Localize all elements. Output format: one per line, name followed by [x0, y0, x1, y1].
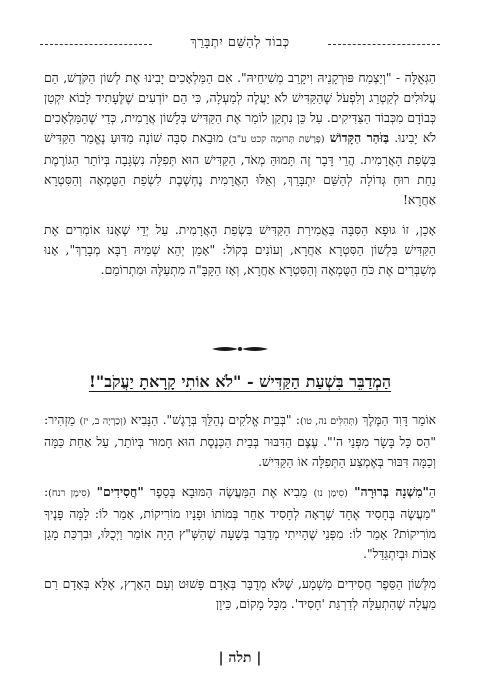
- paragraph-1: [44, 68, 436, 210]
- paragraph-5: [44, 574, 436, 614]
- section-heading: הַמְדַבֵּר בִּשְׁעַת הַקַּדִּישׁ - "לֹא אוֹתִי קָרָאתָ יַעֲקֹב"!: [88, 372, 392, 391]
- running-header: [40, 34, 440, 56]
- paragraph-4-text: מֵבִיא אֶת הַמַּעֲשֶׂה הַמּוּבָא בְּסֵפֶר: [150, 485, 308, 499]
- zohar-reference: בַּזֹּהַר הַקָּדוֹשׁ: [329, 130, 390, 145]
- paragraph-3-text: אוֹמֵר דָּוִד הַמֶּלֶךְ: [362, 413, 436, 427]
- mishna-berura-title: "מִשְׁנָה בְּרוּרָה": [354, 484, 429, 499]
- main-text-upper: [44, 68, 436, 290]
- paragraph-5-text: מִלְּשׁוֹן הַסֵּפֶר חֲסִידִים מַשְׁמָע, שֶׁלֹּא מְדֻבָּר בְּאָדָם פָּשׁוּט וְעַם הָאָרֶץ, אֶלָּא בְּאָדָם רַם מַעֲלָה שֶׁהִתְעַלָּה לְדַרְגַּת 'חָסִיד'. מִכָּל מָקוֹם, כֵּיוָן: [44, 577, 436, 611]
- psalms-source: (תְּהִלִּים נה, טו): [299, 416, 359, 427]
- paragraph-3: [44, 410, 436, 472]
- header-title: כְּבוֹד לְהַשֵּׁם יִתְבָּרֵךְ: [190, 35, 290, 50]
- paragraph-3-continuation: מַזְהִיר: "הַס כָּל בָּשָׂר מִפְּנֵי ה'". עֶצֶם הַדִּבּוּר בְּבֵית הַכְּנֶסֶת הוּא חָמוּר בְּיוֹתֵר, עַל אַחַת כַּמָּה וְכַמָּה דִּבּוּר בְּאֶמְצַע הַתְּפִלָּה אוֹ הַקַּדִּישׁ.: [44, 413, 436, 469]
- sefer-chasidim-title: "חֲסִידִים": [96, 484, 144, 499]
- paragraph-4: [44, 482, 436, 564]
- zechariah-source: (זְכַרְיָה ב, יז): [79, 416, 127, 427]
- paragraph-1-text: הַגְּאֻלָּה - "וְיַצְמַח פּוּרְקָנֵיהּ וִיקָרֵב מְשִׁיחֵיהּ". אִם הַמַּלְאָכִים יָבִינוּ אֶת לְשׁוֹן הַקֹּדֶשׁ, הֵם עֲלוּלִים לְקַטְרֵג וְלִפְעֹל שֶׁהַקַּדִּישׁ לֹא יַעֲלֶה לְמַעְלָה, כִּי הֵם יוֹדְעִים שֶׁלֶּעָתִיד לָבוֹא יִקְטַן כְּבוֹדָם מִכְּבוֹד הַצַּדִּיקִים. עַל כֵּן נִתְקַן לוֹמַר אֶת הַקַּדִּישׁ בְּלָשׁוֹן אֲרָמִית, כְּדֵי שֶׁהַמַּלְאָכִים לֹא יָבִינוּ.: [44, 71, 436, 145]
- paragraph-4-story: : "מַעֲשֶׂה בְּחָסִיד אֶחָד שֶׁרָאָה לְחָסִיד אַחֵר בְּמוֹתוֹ וּפָנָיו מוֹרִיקוֹת, אָמַר לוֹ: לָמָּה פָּנֶיךָ מוֹרִיקוֹת? אָמַר לוֹ: מִפְּנֵי שֶׁהָיִיתִי מְדַבֵּר בְּשָׁעָה שֶׁהַשְּׁ"ץ הָיָה אוֹמֵר וַיְכֻלּוּ, וּבִרְכַּת מָגֵן אָבוֹת וּבְיִתְגַּדַּל".: [44, 485, 436, 561]
- paragraph-2-text: אָכֵן, זוֹ גּוּפָא הַסִּבָּה בַּאֲמִירַת הַקַּדִּישׁ בִּשְׂפַת הָאֲרָמִית. עַל יְדֵי שֶׁאָנוּ אוֹמְרִים אֶת הַקַּדִּישׁ בִּלְשׁוֹן הַסִּטְרָא אַחֲרָא, וְעוֹנִים בְּקוֹל: "אָמֵן יְהֵא שְׁמֵיהּ רַבָּא מְבָרַךְ", אָנוּ מְשַׁבְּרִים אֶת כֹּחַ הַטֻּמְאָה וְהַסִּטְרָא אַחֲרָא, וְאָז הַקָּבָּ"ה מִתְעַלֶּה וּמִתְרוֹמֵם.: [44, 223, 436, 277]
- paragraph-1-continuation: מוּבֵאת סִבָּה שׁוֹנָה מַדּוּעַ נֶאֱמַר הַקַּדִּישׁ בִּשְׂפַת הָאֲרָמִית. הֲרֵי דָּבָר זֶה תָּמוּהַּ מְאֹד, הַקַּדִּישׁ הוּא תְּפִלָּה נִשְׂגָּבָה בְּיוֹתֵר הַגּוֹרֶמֶת נַחַת רוּחַ גְּדוֹלָה לְהַשֵּׁם יִתְבָּרֵךְ, וְאֵלּוּ הָאֲרָמִית נֶחְשֶׁבֶת לִשְׂפַת הַטֻּמְאָה וְהַסִּטְרָא אַחֲרָא!: [44, 131, 436, 207]
- page-number: | תלה |: [218, 650, 262, 666]
- main-text-lower: [44, 410, 436, 624]
- paragraph-4-prefix: הַ: [428, 485, 436, 499]
- paragraph-2: [44, 220, 436, 280]
- zohar-source: (פָּרָשַׁת תְּרוּמָה קכט ע"ב): [228, 134, 325, 145]
- section-divider-ornament: [210, 342, 270, 356]
- header-rule-right: [328, 44, 440, 45]
- sefer-chasidim-source: (סִימָן רנח): [48, 488, 91, 499]
- paragraph-3-quote: : "בְּבֵית אֱלֹקִים נְהַלֵּךְ בְּרָגֶשׁ". הַנָּבִיא: [130, 413, 300, 427]
- mishna-berura-source: (סִימָן נו): [313, 488, 348, 499]
